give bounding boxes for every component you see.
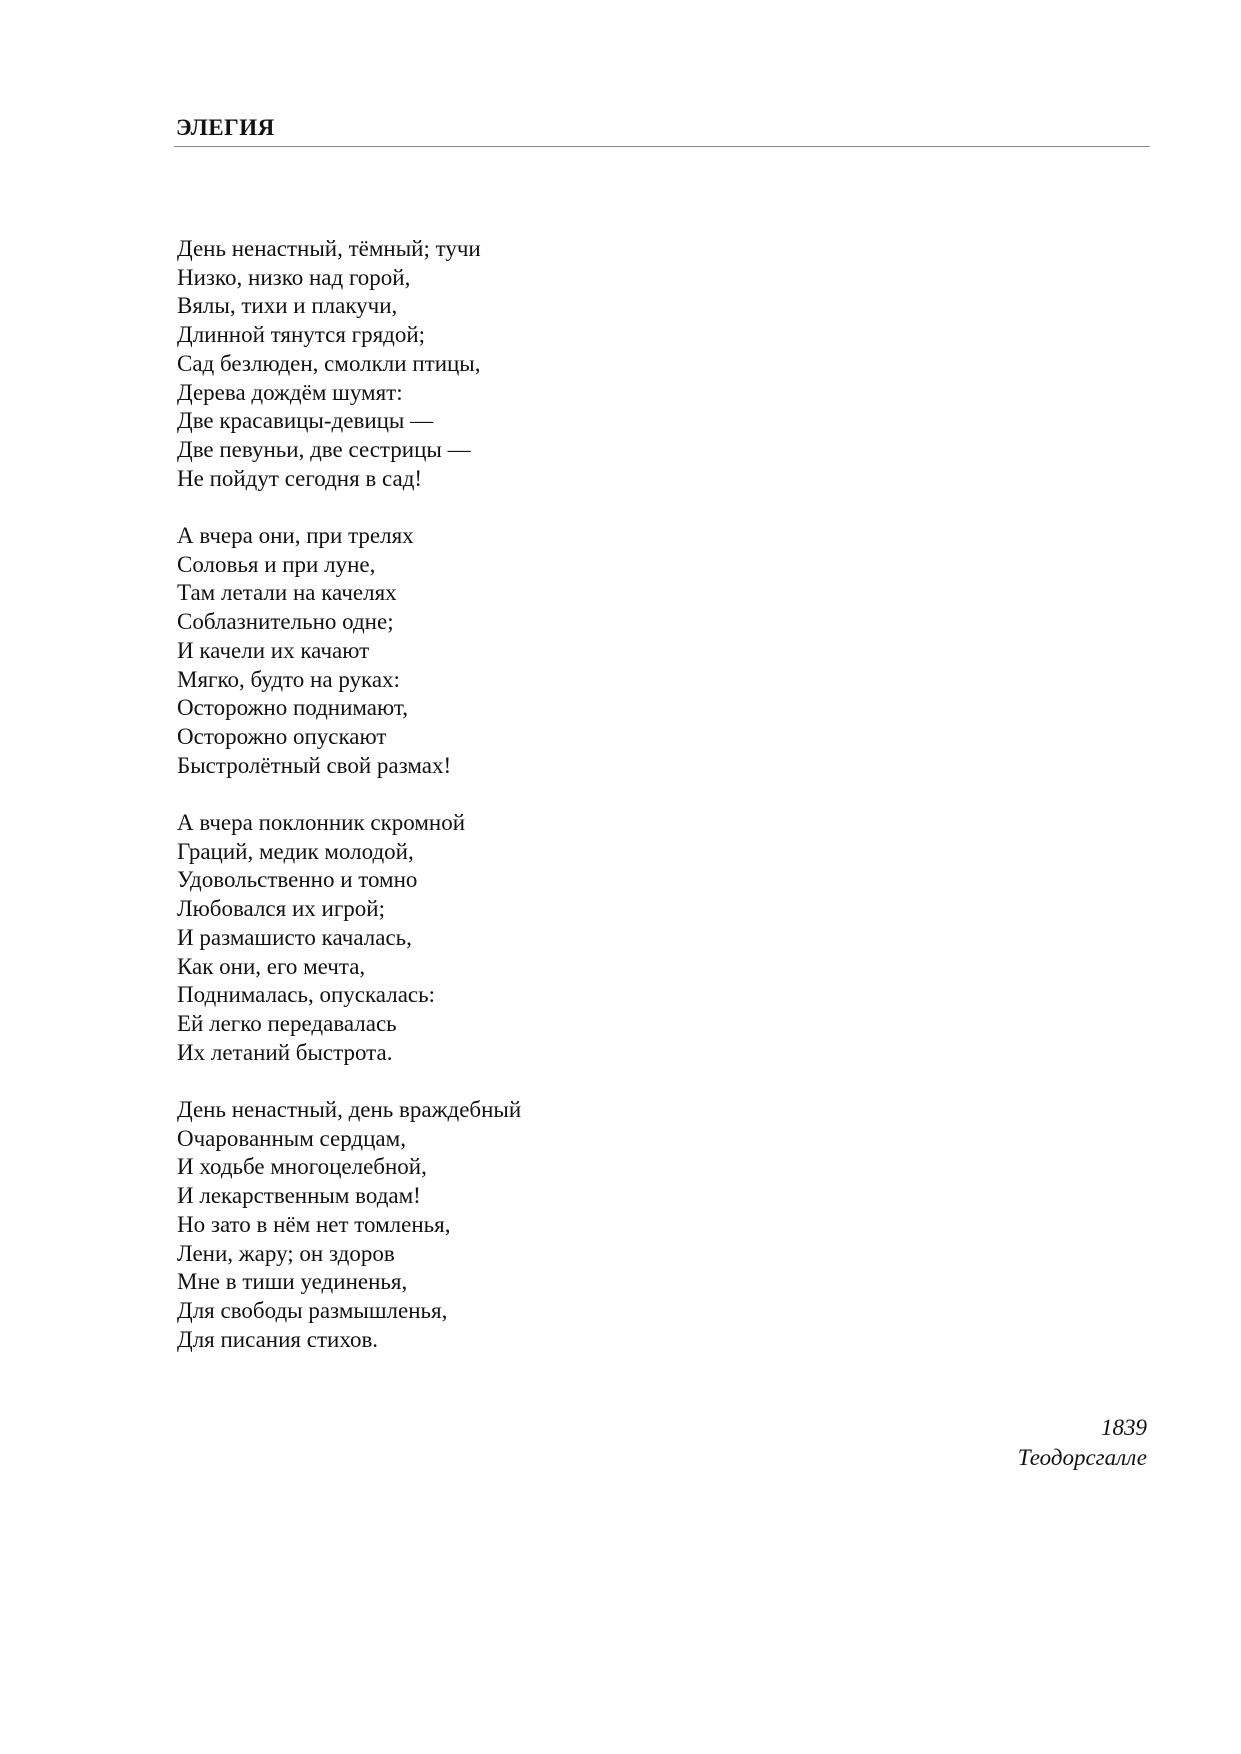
verse-line: Лени, жару; он здоров [177,1240,395,1266]
verse-line: Не пойдут сегодня в сад! [177,465,423,491]
verse-line: Но зато в нём нет томленья, [177,1211,451,1237]
signature-place: Теодорсгалле [1017,1445,1147,1470]
verse-line: Две певуньи, две сестрицы — [177,436,471,462]
verse-line: Соблазнительно одне; [177,609,394,635]
verse-line: Как они, его мечта, [177,953,366,979]
verse-line: И ходьбе многоцелебной, [177,1154,427,1180]
verse-line: Удовольственно и томно [177,867,418,893]
stanza-1 [177,235,521,493]
verse-line: Очарованным сердцам, [177,1125,406,1151]
verse-line: Их летаний быстрота. [177,1039,393,1065]
verse-line: Мне в тиши уединенья, [177,1269,408,1295]
verse-line: Быстролётный свой размах! [177,752,452,778]
verse-line: Любовался их игрой; [177,896,385,922]
verse-line: Осторожно опускают [177,723,387,749]
verse-line: И качели их качают [177,637,370,663]
verse-line: Две красавицы-девицы — [177,408,434,434]
verse-line: А вчера они, при трелях [177,523,414,549]
title-divider [174,146,1150,147]
verse-line: Осторожно поднимают, [177,695,408,721]
verse-line: И лекарственным водам! [177,1183,421,1209]
verse-line: Дерева дождём шумят: [177,379,403,405]
stanza-4 [177,1096,521,1354]
verse-line: Поднималась, опускалась: [177,982,435,1008]
verse-line: А вчера поклонник скромной [177,810,466,836]
verse-line: Там летали на качелях [177,580,397,606]
verse-line: День ненастный, тёмный; тучи [177,236,481,261]
verse-line: Мягко, будто на руках: [177,666,400,692]
verse-line: Сад безлюден, смолкли птицы, [177,350,481,376]
verse-line: Для свободы размышленья, [177,1297,448,1323]
verse-line: Для писания стихов. [177,1326,379,1352]
poem-signature [1018,1413,1147,1473]
verse-line: И размашисто качалась, [177,924,412,950]
verse-line: День ненастный, день враждебный [177,1097,522,1123]
verse-line: Ей легко передавалась [177,1010,397,1036]
verse-line: Длинной тянутся грядой; [177,322,426,348]
signature-year: 1839 [1101,1415,1147,1440]
poem-body [177,235,521,1354]
verse-line: Низко, низко над горой, [177,264,411,290]
stanza-2 [177,522,521,780]
verse-line: Граций, медик молодой, [177,838,414,864]
verse-line: Вялы, тихи и плакучи, [177,293,398,319]
stanza-3 [177,809,521,1067]
page-title: ЭЛЕГИЯ [176,115,275,140]
verse-line: Соловья и при луне, [177,551,376,577]
